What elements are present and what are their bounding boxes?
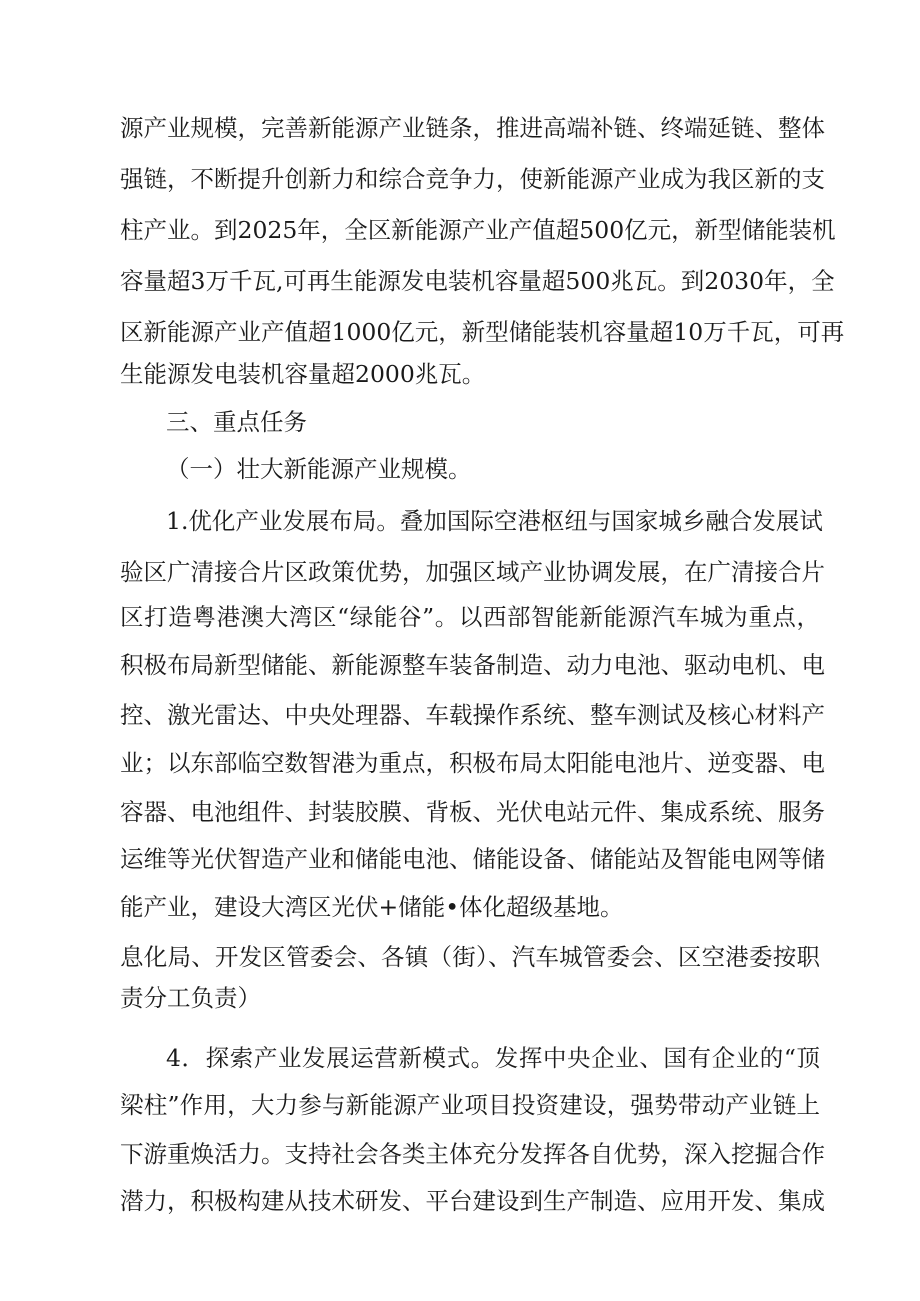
paragraph-line: 区打造粤港澳大湾区“绿能谷”。以西部智能新能源汽车城为重点， (120, 603, 820, 631)
paragraph-line: 潜力，积极构建从技术研发、平台建设到生产制造、应用开发、集成 (120, 1187, 825, 1215)
paragraph-line: 运维等光伏智造产业和储能电池、储能设备、储能站及智能电网等储 (120, 845, 825, 873)
paragraph-line: 积极布局新型储能、新能源整车装备制造、动力电池、驱动电机、电 (120, 651, 825, 679)
paragraph-line: 1.优化产业发展布局。叠加国际空港枢纽与国家城乡融合发展试 (166, 507, 823, 535)
paragraph-line: 区新能源产业产值超1000亿元，新型储能装机容量超10万千瓦，可再 (120, 318, 845, 346)
paragraph-line: 业；以东部临空数智港为重点，积极布局太阳能电池片、逆变器、电 (120, 749, 825, 777)
paragraph-line: 强链，不断提升创新力和综合竞争力，使新能源产业成为我区新的支 (120, 165, 825, 193)
paragraph-line: 验区广清接合片区政策优势，加强区域产业协调发展，在广清接合片 (120, 558, 825, 586)
paragraph-line: 责分工负责） (120, 984, 261, 1012)
paragraph-line: 控、激光雷达、中央处理器、车载操作系统、整车测试及核心材料产 (120, 701, 825, 729)
paragraph-line: 下游重焕活力。支持社会各类主体充分发挥各自优势，深入挖掘合作 (120, 1140, 825, 1168)
paragraph-line: 容器、电池组件、封装胶膜、背板、光伏电站元件、集成系统、服务 (120, 798, 825, 826)
subsection-heading: （一）壮大新能源产业规模。 (166, 455, 472, 483)
paragraph-line: 源产业规模，完善新能源产业链条，推进高端补链、终端延链、整体 (120, 114, 825, 142)
paragraph-line: 梁柱”作用，大力参与新能源产业项目投资建设，强势带动产业链上 (120, 1091, 820, 1119)
paragraph-line: 息化局、开发区管委会、各镇（街）、汽车城管委会、区空港委按职 (120, 943, 820, 971)
paragraph-line: 4．探索产业发展运营新模式。发挥中央企业、国有企业的“顶 (166, 1044, 820, 1072)
paragraph-line: 柱产业。到2025年，全区新能源产业产值超500亿元，新型储能装机 (120, 216, 836, 244)
paragraph-line: 容量超3万千瓦,可再生能源发电装机容量超500兆瓦。到2030年，全 (120, 267, 835, 295)
paragraph-line: 生能源发电装机容量超2000兆瓦。 (120, 360, 486, 388)
section-heading: 三、重点任务 (166, 408, 307, 436)
paragraph-line: 能产业，建设大湾区光伏+储能•体化超级基地。 (120, 893, 624, 921)
